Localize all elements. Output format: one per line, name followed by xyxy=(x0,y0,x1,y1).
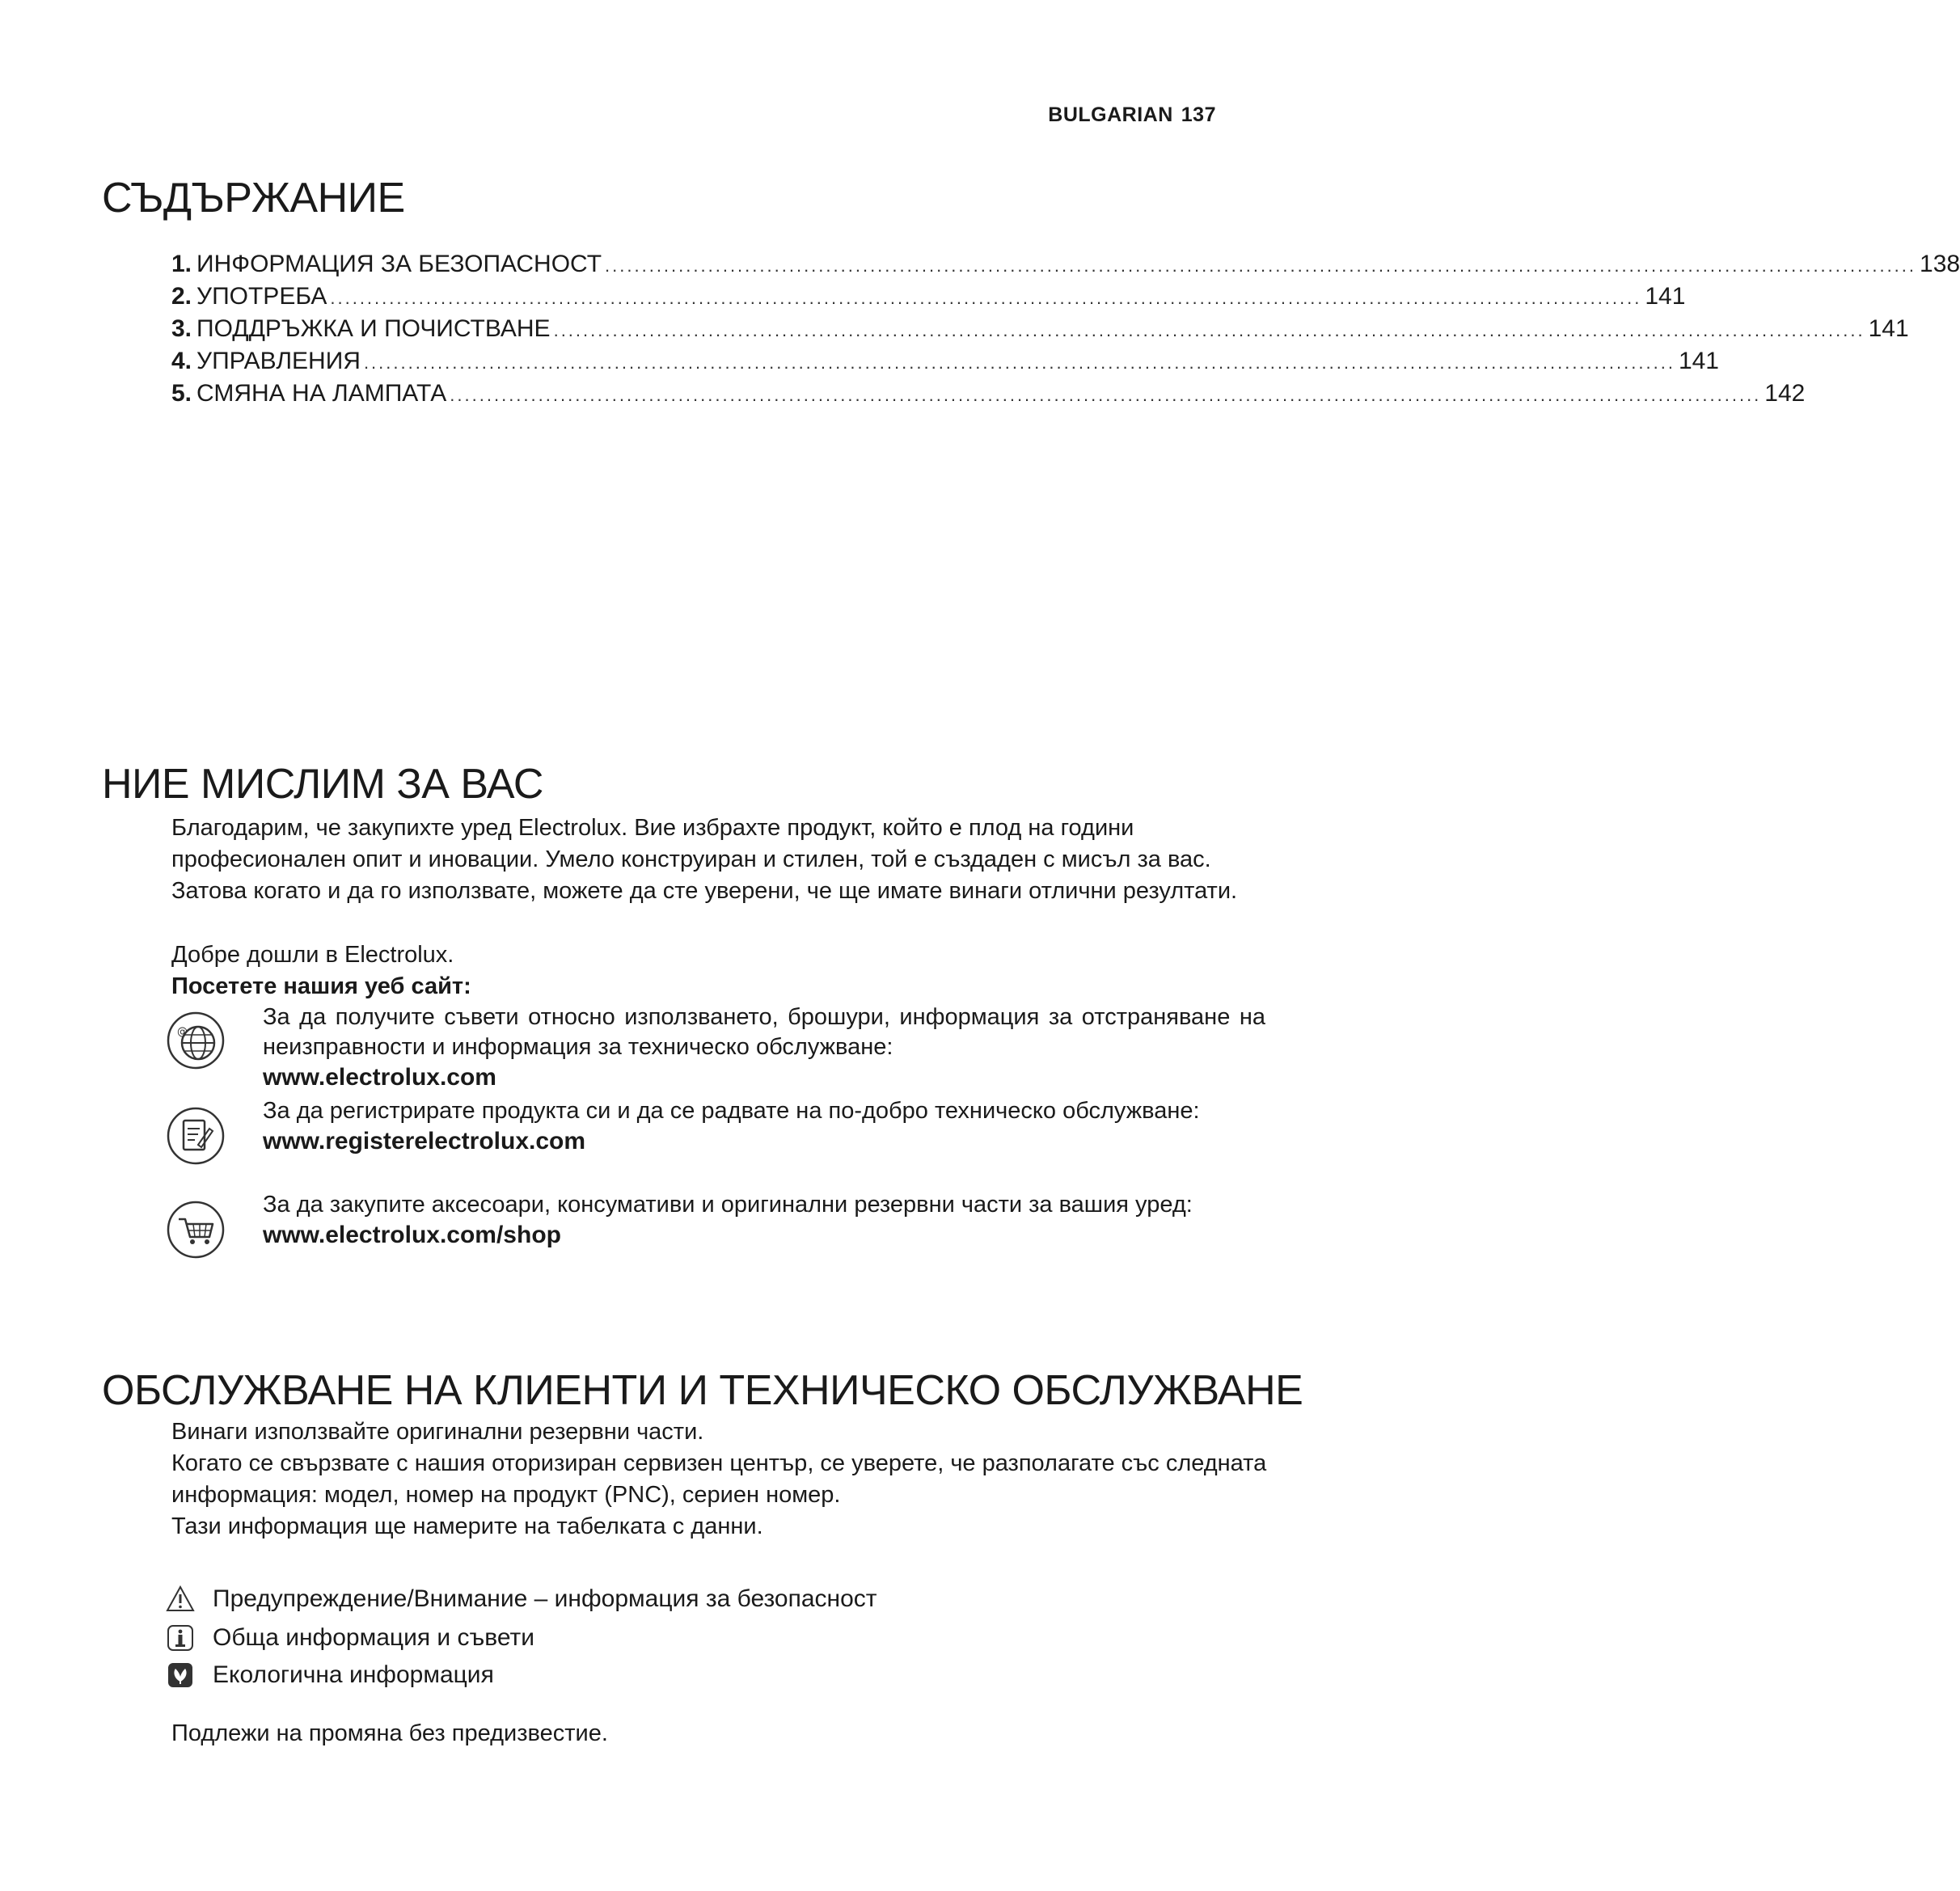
web-item-description: За да получите съвети относно използването, брошури, информация за отстраняване на неизправности и информация за техническо обслужване: xyxy=(263,1004,1265,1060)
legend-warning-text: Предупреждение/Внимание – информация за безопасност xyxy=(213,1585,877,1612)
change-notice: Подлежи на промяна без предизвестие. xyxy=(171,1720,608,1746)
web-item-text xyxy=(263,1096,1265,1157)
support-website-link[interactable]: www.electrolux.com xyxy=(263,1064,496,1091)
toc-entry-number: 1. xyxy=(171,251,192,277)
toc-entry-label: ИНФОРМАЦИЯ ЗА БЕЗОПАСНОСТ xyxy=(196,251,602,277)
toc-entry-label: УПРАВЛЕНИЯ xyxy=(196,348,361,374)
shop-website-link[interactable]: www.electrolux.com/shop xyxy=(263,1222,561,1248)
toc-entry-label: УПОТРЕБА xyxy=(196,283,327,310)
toc-entry-label: СМЯНА НА ЛАМПАТА xyxy=(196,380,447,407)
warning-triangle-icon xyxy=(166,1585,195,1614)
toc-leader-dots: .................................................................................................................................................................................. xyxy=(450,385,1762,405)
table-of-contents xyxy=(171,251,1960,412)
header-page-number: 137 xyxy=(1181,103,1216,126)
toc-entry-page: 141 xyxy=(1678,348,1719,374)
web-item-text xyxy=(263,1002,1265,1093)
toc-entry-number: 5. xyxy=(171,380,192,407)
legend-info xyxy=(166,1622,534,1654)
visit-website-label: Посетете нашия уеб сайт: xyxy=(171,973,471,999)
running-header xyxy=(1048,103,1216,127)
intro-paragraph: Благодарим, че закупихте уред Electrolux. Вие избрахте продукт, който е плод на години професионален опит и иновации. Умело конструиран и стилен, той е създаден с мисъл за вас. Затова когато и да го използвате, можете да сте уверени, че ще имате винаги отлични резултати. xyxy=(171,815,1238,904)
web-item-description: За да закупите аксесоари, консумативи и оригинални резервни части за вашия уред: xyxy=(263,1192,1193,1218)
globe-icon xyxy=(166,1011,226,1070)
customer-service-title: ОБСЛУЖВАНЕ НА КЛИЕНТИ И ТЕХНИЧЕСКО ОБСЛУЖВАНЕ xyxy=(102,1367,1303,1414)
legend-info-text: Обща информация и съвети xyxy=(213,1624,535,1651)
registration-form-icon xyxy=(166,1106,226,1166)
legend-warning xyxy=(166,1583,877,1615)
toc-title: СЪДЪРЖАНИЕ xyxy=(102,175,405,222)
toc-entry-4[interactable] xyxy=(171,348,1719,380)
toc-entry-number: 4. xyxy=(171,348,192,374)
thinking-of-you-title: НИЕ МИСЛИМ ЗА ВАС xyxy=(102,761,543,808)
info-icon xyxy=(166,1623,195,1653)
toc-entry-number: 3. xyxy=(171,315,192,342)
welcome-line: Добре дошли в Electrolux. xyxy=(171,942,454,968)
toc-entry-page: 141 xyxy=(1645,283,1686,310)
service-line-3: Тази информация ще намерите на табелката с данни. xyxy=(171,1513,763,1539)
web-item-description: За да регистрирате продукта си и да се радвате на по-добро техническо обслужване: xyxy=(263,1098,1200,1124)
legend-eco-text: Екологична информация xyxy=(213,1661,494,1688)
toc-entry-5[interactable] xyxy=(171,380,1806,412)
toc-entry-page: 142 xyxy=(1764,380,1806,407)
toc-entry-page: 138 xyxy=(1920,251,1960,277)
svg-text:@: @ xyxy=(177,1026,188,1038)
toc-entry-1[interactable] xyxy=(171,251,1960,283)
toc-leader-dots: .................................................................................................................................................................................. xyxy=(330,288,1642,308)
web-item-text xyxy=(263,1190,1265,1251)
toc-leader-dots: .................................................................................................................................................................................. xyxy=(553,320,1865,340)
service-line-2: Когато се свързвате с нашия оторизиран сервизен център, се уверете, че разполагате със следната информация: модел, номер на продукт (PNC), сериен номер. xyxy=(171,1450,1267,1508)
eco-leaf-icon xyxy=(166,1661,195,1690)
toc-entry-page: 141 xyxy=(1868,315,1909,342)
toc-leader-dots: .................................................................................................................................................................................. xyxy=(363,352,1675,373)
toc-entry-number: 2. xyxy=(171,283,192,310)
header-language: BULGARIAN xyxy=(1048,103,1173,126)
toc-entry-3[interactable] xyxy=(171,315,1909,348)
shopping-cart-icon xyxy=(166,1200,226,1260)
toc-entry-2[interactable] xyxy=(171,283,1686,315)
register-website-link[interactable]: www.registerelectrolux.com xyxy=(263,1128,586,1154)
service-line-1: Винаги използвайте оригинални резервни части. xyxy=(171,1419,704,1445)
legend-eco xyxy=(166,1659,494,1691)
toc-entry-label: ПОДДРЪЖКА И ПОЧИСТВАНЕ xyxy=(196,315,551,342)
toc-leader-dots: .................................................................................................................................................................................. xyxy=(605,255,1917,276)
